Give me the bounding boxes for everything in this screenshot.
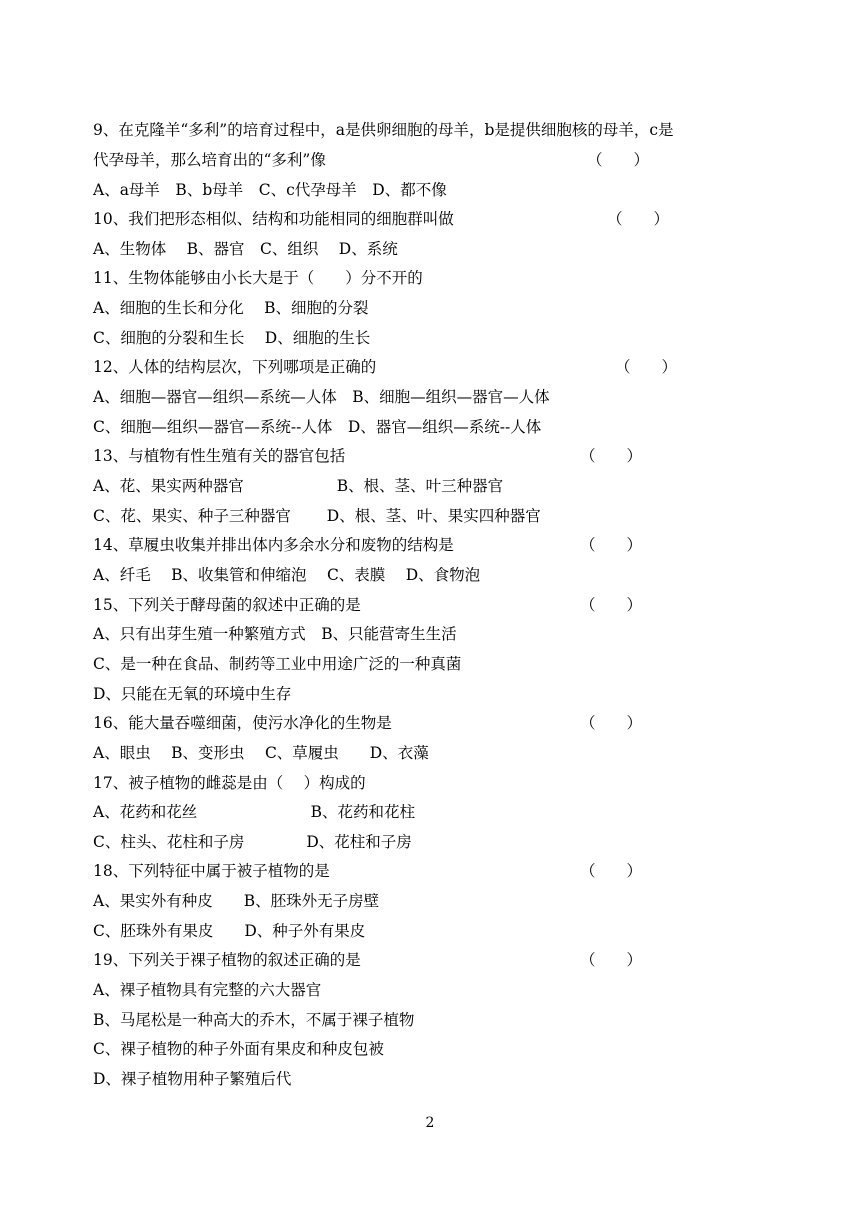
question-17-options-ab: A、花药和花丝 B、花药和花柱 bbox=[93, 803, 416, 821]
question-18-options-cd: C、胚珠外有果皮 D、种子外有果皮 bbox=[93, 922, 366, 940]
answer-paren-q12: （ ） bbox=[615, 358, 678, 376]
question-12: 12、人体的结构层次，下列哪项是正确的 bbox=[93, 358, 377, 376]
question-18: 18、下列特征中属于被子植物的是 bbox=[93, 862, 330, 880]
answer-paren-q10: （ ） bbox=[607, 210, 670, 228]
question-9-line-2: 代孕母羊，那么培育出的“多利”像 bbox=[93, 151, 326, 169]
question-19-option-b: B、马尾松是一种高大的乔木，不属于裸子植物 bbox=[93, 1011, 415, 1029]
question-11-options-cd: C、细胞的分裂和生长 D、细胞的生长 bbox=[93, 329, 371, 347]
question-19-option-d: D、裸子植物用种子繁殖后代 bbox=[93, 1070, 292, 1088]
question-13: 13、与植物有性生殖有关的器官包括 bbox=[93, 447, 346, 465]
question-13-options-cd: C、花、果实、种子三种器官 D、根、茎、叶、果实四种器官 bbox=[93, 507, 541, 525]
answer-paren-q13: （ ） bbox=[580, 447, 643, 465]
answer-paren-q19: （ ） bbox=[580, 951, 643, 969]
question-17-options-cd: C、柱头、花柱和子房 D、花柱和子房 bbox=[93, 833, 412, 851]
question-14-options: A、纤毛 B、收集管和伸缩泡 C、表膜 D、食物泡 bbox=[93, 566, 481, 584]
question-18-options-ab: A、果实外有种皮 B、胚珠外无子房壁 bbox=[93, 892, 380, 910]
question-15-option-d: D、只能在无氧的环境中生存 bbox=[93, 685, 292, 703]
question-9-line-1: 9、在克隆羊“多利”的培育过程中，a是供卵细胞的母羊，b是提供细胞核的母羊，c是 bbox=[93, 121, 674, 139]
question-19-option-a: A、裸子植物具有完整的六大器官 bbox=[93, 981, 322, 999]
answer-paren-q15: （ ） bbox=[580, 596, 643, 614]
question-10: 10、我们把形态相似、结构和功能相同的细胞群叫做 bbox=[93, 210, 454, 228]
answer-paren-q9: （ ） bbox=[587, 151, 650, 169]
question-15-option-c: C、是一种在食品、制药等工业中用途广泛的一种真菌 bbox=[93, 655, 462, 673]
question-19-option-c: C、裸子植物的种子外面有果皮和种皮包被 bbox=[93, 1040, 384, 1058]
answer-paren-q18: （ ） bbox=[580, 862, 643, 880]
question-11: 11、生物体能够由小长大是于（ ）分不开的 bbox=[93, 269, 423, 287]
question-15: 15、下列关于酵母菌的叙述中正确的是 bbox=[93, 596, 361, 614]
question-14: 14、草履虫收集并排出体内多余水分和废物的结构是 bbox=[93, 536, 454, 554]
question-17: 17、被子植物的雌蕊是由（ ）构成的 bbox=[93, 774, 366, 792]
question-19: 19、下列关于裸子植物的叙述正确的是 bbox=[93, 951, 361, 969]
answer-paren-q14: （ ） bbox=[580, 536, 643, 554]
question-10-options: A、生物体 B、器官 C、组织 D、系统 bbox=[93, 240, 398, 258]
question-12-options-ab: A、细胞—器官—组织—系统—人体 B、细胞—组织—器官—人体 bbox=[93, 388, 550, 406]
answer-paren-q16: （ ） bbox=[580, 714, 643, 732]
question-15-options-ab: A、只有出芽生殖一种繁殖方式 B、只能营寄生生活 bbox=[93, 625, 457, 643]
question-11-options-ab: A、细胞的生长和分化 B、细胞的分裂 bbox=[93, 299, 369, 317]
question-9-options: A、a母羊 B、b母羊 C、c代孕母羊 D、都不像 bbox=[93, 181, 447, 199]
page-number: 2 bbox=[425, 1115, 435, 1131]
question-13-options-ab: A、花、果实两种器官 B、根、茎、叶三种器官 bbox=[93, 477, 504, 495]
question-16-options: A、眼虫 B、变形虫 C、草履虫 D、衣藻 bbox=[93, 744, 429, 762]
question-12-options-cd: C、细胞—组织—器官—系统--人体 D、器官—组织—系统--人体 bbox=[93, 418, 542, 436]
question-16: 16、能大量吞噬细菌，使污水净化的生物是 bbox=[93, 714, 392, 732]
